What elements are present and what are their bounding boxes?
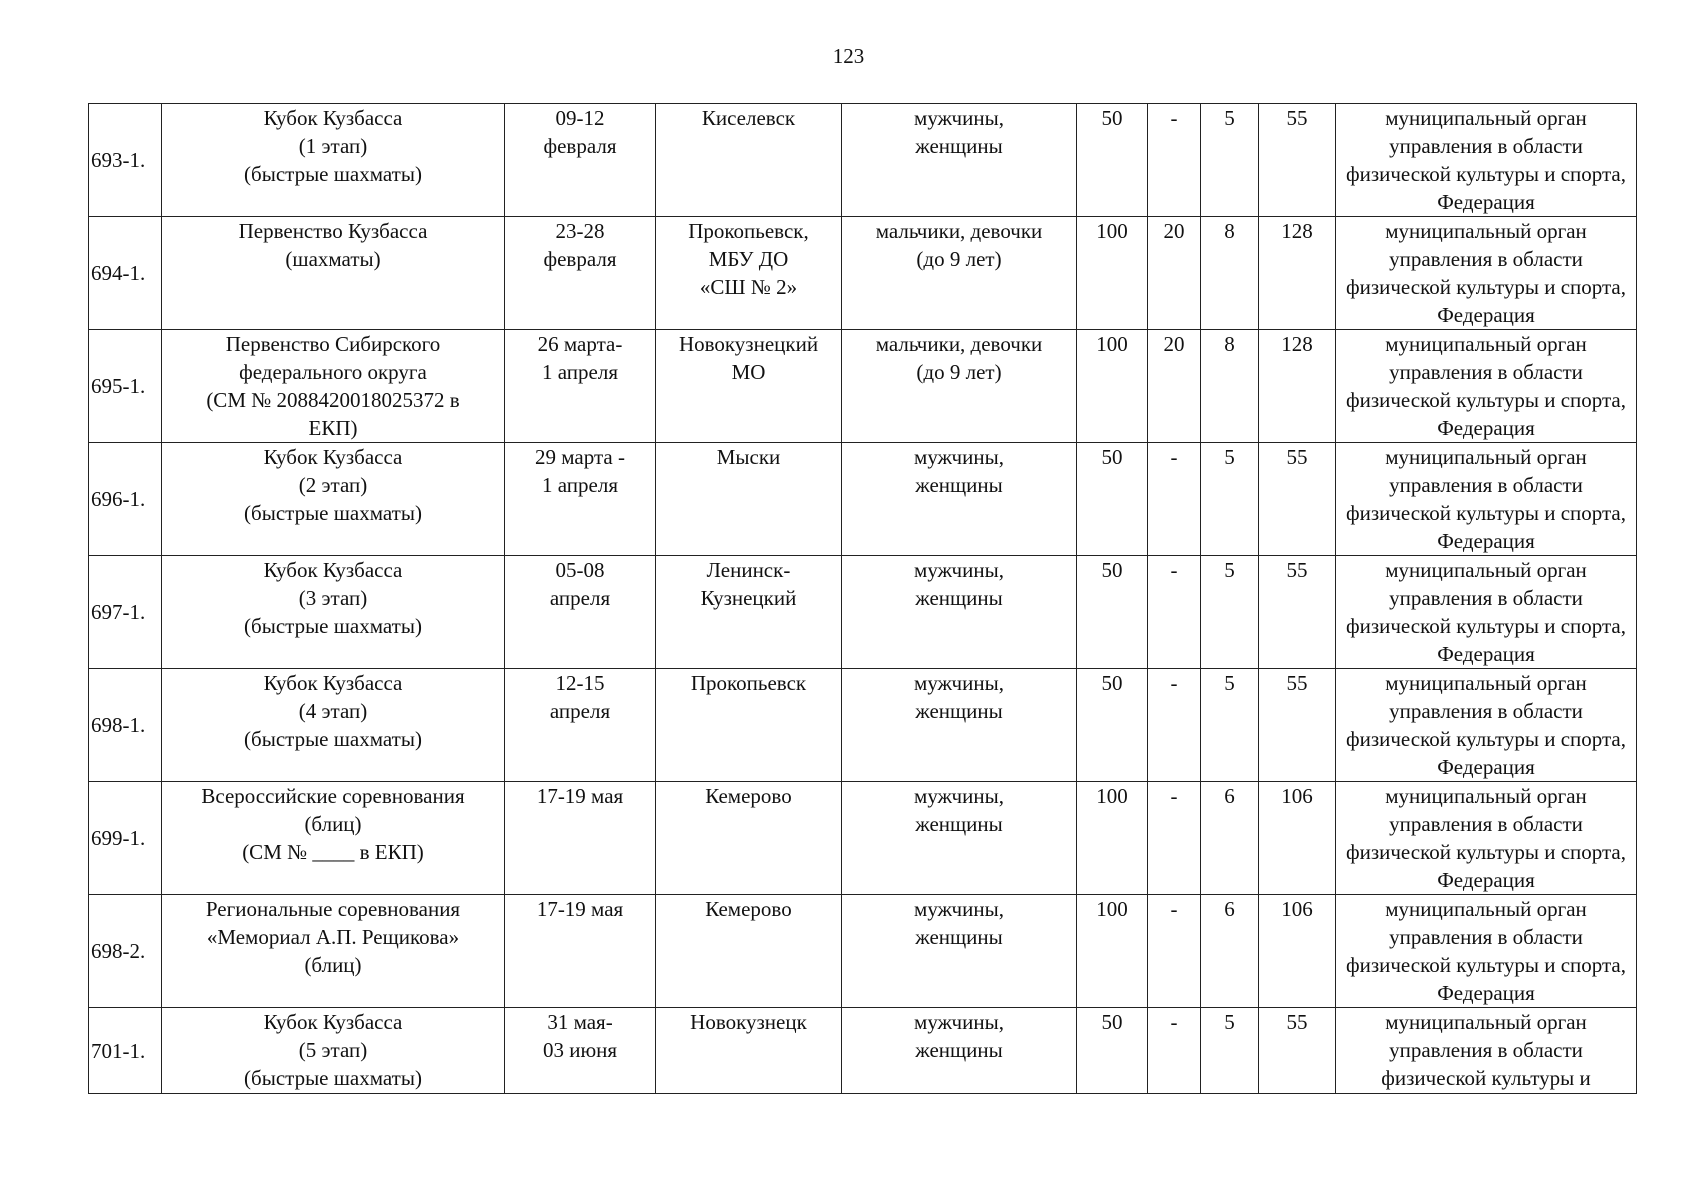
dates-cell: 17-19 мая [505, 895, 656, 1008]
row-number-cell: 697-1. [89, 556, 162, 669]
dates-cell: 17-19 мая [505, 782, 656, 895]
organizer-cell: муниципальный орган управления в области физической культуры и спорта, Федерация [1336, 669, 1637, 782]
table-row [89, 1008, 1637, 1094]
venue-cell: Кемерово [656, 895, 842, 1008]
venue-cell: Ленинск- Кузнецкий [656, 556, 842, 669]
count-coaches-cell: - [1148, 782, 1201, 895]
table-row [89, 556, 1637, 669]
venue-cell: Прокопьевск, МБУ ДО «СШ № 2» [656, 217, 842, 330]
competition-name-cell: Всероссийские соревнования (блиц) (СМ № ____ в ЕКП) [162, 782, 505, 895]
dates-cell: 05-08 апреля [505, 556, 656, 669]
count-judges-cell: 5 [1201, 104, 1259, 217]
count-athletes-cell: 50 [1077, 556, 1148, 669]
competition-name-cell: Кубок Кузбасса (1 этап) (быстрые шахматы) [162, 104, 505, 217]
count-athletes-cell: 100 [1077, 217, 1148, 330]
organizer-cell: муниципальный орган управления в области физической культуры и спорта, Федерация [1336, 217, 1637, 330]
count-total-cell: 55 [1259, 669, 1336, 782]
count-total-cell: 55 [1259, 104, 1336, 217]
organizer-cell: муниципальный орган управления в области физической культуры и спорта, Федерация [1336, 330, 1637, 443]
competition-schedule-table [88, 103, 1637, 1094]
dates-cell: 09-12 февраля [505, 104, 656, 217]
organizer-cell: муниципальный орган управления в области физической культуры и [1336, 1008, 1637, 1094]
count-judges-cell: 6 [1201, 895, 1259, 1008]
competition-name-cell: Кубок Кузбасса (2 этап) (быстрые шахматы) [162, 443, 505, 556]
count-athletes-cell: 100 [1077, 330, 1148, 443]
table-body [89, 104, 1637, 1094]
count-athletes-cell: 50 [1077, 1008, 1148, 1094]
count-coaches-cell: - [1148, 669, 1201, 782]
count-total-cell: 55 [1259, 443, 1336, 556]
competition-name-cell: Кубок Кузбасса (4 этап) (быстрые шахматы) [162, 669, 505, 782]
row-number-cell: 694-1. [89, 217, 162, 330]
dates-cell: 23-28 февраля [505, 217, 656, 330]
table-row [89, 330, 1637, 443]
dates-cell: 31 мая- 03 июня [505, 1008, 656, 1094]
count-total-cell: 55 [1259, 556, 1336, 669]
count-athletes-cell: 50 [1077, 443, 1148, 556]
organizer-cell: муниципальный орган управления в области физической культуры и спорта, Федерация [1336, 895, 1637, 1008]
row-number-cell: 695-1. [89, 330, 162, 443]
venue-cell: Новокузнецк [656, 1008, 842, 1094]
count-athletes-cell: 100 [1077, 782, 1148, 895]
count-coaches-cell: - [1148, 895, 1201, 1008]
participants-cell: мужчины, женщины [842, 669, 1077, 782]
competition-name-cell: Первенство Кузбасса (шахматы) [162, 217, 505, 330]
count-judges-cell: 5 [1201, 556, 1259, 669]
participants-cell: мужчины, женщины [842, 443, 1077, 556]
table-row [89, 782, 1637, 895]
participants-cell: мужчины, женщины [842, 895, 1077, 1008]
dates-cell: 26 марта- 1 апреля [505, 330, 656, 443]
organizer-cell: муниципальный орган управления в области физической культуры и спорта, Федерация [1336, 782, 1637, 895]
count-total-cell: 128 [1259, 330, 1336, 443]
count-athletes-cell: 100 [1077, 895, 1148, 1008]
count-total-cell: 106 [1259, 895, 1336, 1008]
count-judges-cell: 5 [1201, 1008, 1259, 1094]
row-number-cell: 696-1. [89, 443, 162, 556]
dates-cell: 29 марта - 1 апреля [505, 443, 656, 556]
participants-cell: мужчины, женщины [842, 782, 1077, 895]
count-athletes-cell: 50 [1077, 104, 1148, 217]
count-judges-cell: 6 [1201, 782, 1259, 895]
count-total-cell: 55 [1259, 1008, 1336, 1094]
row-number-cell: 698-2. [89, 895, 162, 1008]
row-number-cell: 701-1. [89, 1008, 162, 1094]
venue-cell: Прокопьевск [656, 669, 842, 782]
count-athletes-cell: 50 [1077, 669, 1148, 782]
participants-cell: мужчины, женщины [842, 556, 1077, 669]
count-judges-cell: 5 [1201, 443, 1259, 556]
count-coaches-cell: - [1148, 443, 1201, 556]
count-judges-cell: 5 [1201, 669, 1259, 782]
count-coaches-cell: - [1148, 1008, 1201, 1094]
dates-cell: 12-15 апреля [505, 669, 656, 782]
venue-cell: Киселевск [656, 104, 842, 217]
table-row [89, 217, 1637, 330]
competition-name-cell: Региональные соревнования «Мемориал А.П. Рещикова» (блиц) [162, 895, 505, 1008]
count-total-cell: 128 [1259, 217, 1336, 330]
venue-cell: Мыски [656, 443, 842, 556]
organizer-cell: муниципальный орган управления в области физической культуры и спорта, Федерация [1336, 443, 1637, 556]
table-row [89, 104, 1637, 217]
participants-cell: мужчины, женщины [842, 1008, 1077, 1094]
row-number-cell: 698-1. [89, 669, 162, 782]
organizer-cell: муниципальный орган управления в области физической культуры и спорта, Федерация [1336, 104, 1637, 217]
venue-cell: Кемерово [656, 782, 842, 895]
table-row [89, 669, 1637, 782]
participants-cell: мальчики, девочки (до 9 лет) [842, 330, 1077, 443]
count-judges-cell: 8 [1201, 330, 1259, 443]
page-number: 123 [832, 44, 865, 68]
count-total-cell: 106 [1259, 782, 1336, 895]
count-coaches-cell: 20 [1148, 330, 1201, 443]
count-coaches-cell: 20 [1148, 217, 1201, 330]
venue-cell: Новокузнецкий МО [656, 330, 842, 443]
table-row [89, 443, 1637, 556]
participants-cell: мужчины, женщины [842, 104, 1077, 217]
count-coaches-cell: - [1148, 556, 1201, 669]
row-number-cell: 693-1. [89, 104, 162, 217]
organizer-cell: муниципальный орган управления в области физической культуры и спорта, Федерация [1336, 556, 1637, 669]
participants-cell: мальчики, девочки (до 9 лет) [842, 217, 1077, 330]
count-judges-cell: 8 [1201, 217, 1259, 330]
competition-name-cell: Кубок Кузбасса (3 этап) (быстрые шахматы) [162, 556, 505, 669]
competition-name-cell: Первенство Сибирского федерального округа (СМ № 2088420018025372 в ЕКП) [162, 330, 505, 443]
row-number-cell: 699-1. [89, 782, 162, 895]
table-row [89, 895, 1637, 1008]
competition-name-cell: Кубок Кузбасса (5 этап) (быстрые шахматы) [162, 1008, 505, 1094]
count-coaches-cell: - [1148, 104, 1201, 217]
